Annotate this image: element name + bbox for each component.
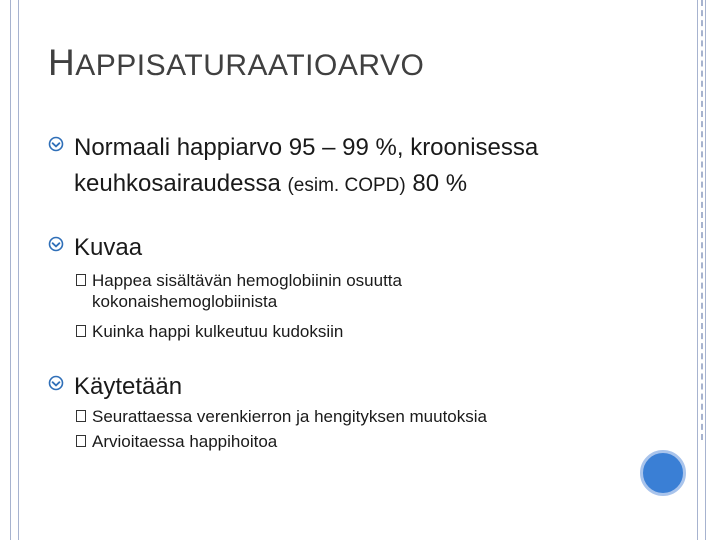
bullet-used-for: [48, 369, 182, 405]
left-decorative-border: [10, 0, 19, 540]
title-rest: APPISATURAATIOARVO: [75, 49, 425, 82]
sub-bullet-line: Arvioitaessa happihoitoa: [92, 432, 278, 451]
bullet-line-tail: 80 %: [405, 170, 468, 197]
right-decorative-border-inner: [705, 0, 706, 540]
right-dashed-line: [701, 0, 703, 440]
sub-bullet-line: kokonaishemoglobiinista: [92, 292, 278, 311]
box-bullet-icon: [76, 274, 86, 286]
bullet-line-small: (esim. COPD): [287, 175, 406, 196]
rounded-bullet-icon: [48, 236, 64, 252]
sub-bullet-line: Happea sisältävän hemoglobiinin osuutta: [92, 271, 402, 290]
right-decorative-border: [697, 0, 698, 540]
sub-bullet-line: Kuinka happi kulkeutuu kudoksiin: [92, 322, 344, 341]
sub-bullet: [76, 270, 402, 312]
sub-bullet: [76, 406, 487, 427]
box-bullet-icon: [76, 435, 86, 447]
rounded-bullet-icon: [48, 375, 64, 391]
title-first-letter: H: [48, 42, 76, 83]
sub-bullet-line: Seurattaessa verenkierron ja hengityksen muutoksia: [92, 407, 487, 426]
box-bullet-icon: [76, 325, 86, 337]
bullet-line: Normaali happiarvo 95 – 99 %, kroonisessa: [74, 134, 539, 161]
bullet-describes: [48, 230, 142, 266]
bullet-normal-values: [48, 130, 538, 204]
sub-bullet: [76, 431, 277, 452]
bullet-heading: Käytetään: [74, 373, 183, 400]
slide-title: [48, 42, 424, 84]
sub-bullet: [76, 321, 343, 342]
bullet-line-main: keuhkosairaudessa: [74, 170, 288, 197]
bullet-heading: Kuvaa: [74, 234, 143, 261]
decorative-circle: [640, 450, 686, 496]
rounded-bullet-icon: [48, 136, 64, 152]
box-bullet-icon: [76, 410, 86, 422]
